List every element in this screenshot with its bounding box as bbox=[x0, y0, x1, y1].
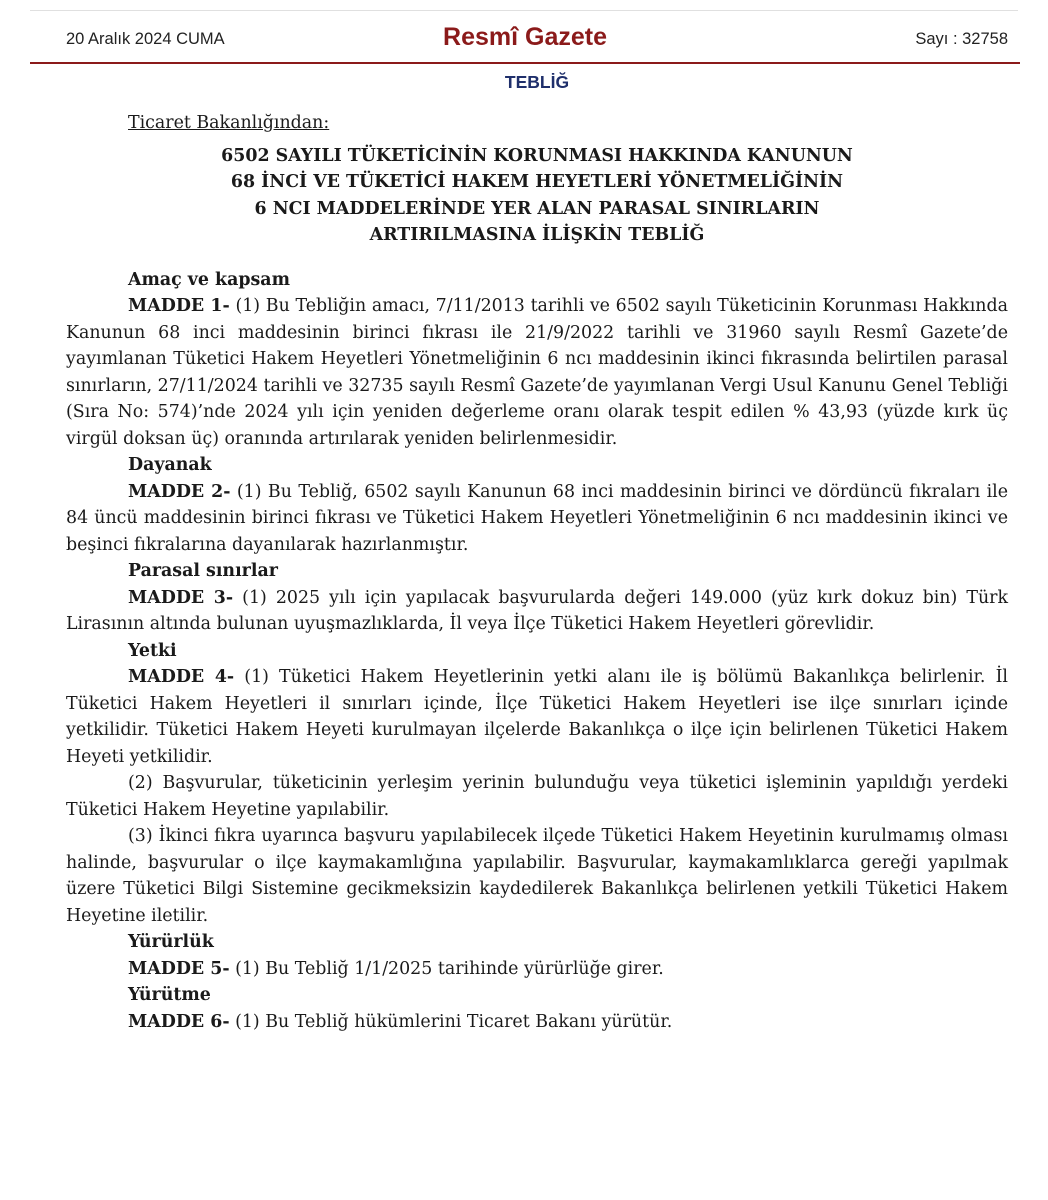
article-4-paragraph-2: (2) Başvurular, tüketicinin yerleşim yerinin bulunduğu veya tüketici işleminin yapıldığı yerdeki Tüketici Hakem Heyetine yapılabilir. bbox=[66, 773, 1008, 820]
article-1-heading: Amaç ve kapsam bbox=[128, 269, 290, 290]
article-6-paragraph-1 bbox=[66, 1009, 1008, 1036]
article-6-heading: Yürütme bbox=[128, 985, 211, 1005]
article-3-heading: Parasal sınırlar bbox=[128, 561, 278, 581]
article-6-text: (1) Bu Tebliğ hükümlerini Ticaret Bakanı yürütür. bbox=[235, 1011, 673, 1032]
article-4-text: (1) Tüketici Hakem Heyetlerinin yetki alanı ile iş bölümü Bakanlıkça belirlenir. İl Tüketici Hakem Heyetleri il sınırları içinde, İlçe Tüketici Hakem Heyetleri ise ilçe sınırları içinde yetkilidir. Tüketici Hakem Heyeti kurulmayan ilçelerde Bakanlıkça o ilçe için belirlenen Tüketici Hakem Heyeti yetkilidir. bbox=[66, 667, 1008, 767]
article-5-text: (1) Bu Tebliğ 1/1/2025 tarihinde yürürlüğe girer. bbox=[235, 958, 664, 979]
document-title-line: 68 İNCİ VE TÜKETİCİ HAKEM HEYETLERİ YÖNETMELİĞİNİN bbox=[230, 172, 844, 192]
issue-number: Sayı : 32758 bbox=[915, 30, 1008, 48]
article-4-label: MADDE 4- bbox=[128, 667, 235, 687]
article-2-label: MADDE 2- bbox=[128, 481, 231, 502]
document-title-line: 6 NCI MADDELERİNDE YER ALAN PARASAL SINIRLARIN bbox=[254, 198, 820, 219]
article-4-paragraph-1 bbox=[66, 664, 1008, 770]
gazette-title: Resmî Gazete bbox=[443, 23, 607, 51]
article-1-text: (1) Bu Tebliğin amacı, 7/11/2013 tarihli ve 6502 sayılı Tüketicinin Korunması Hakkında Kanunun 68 inci maddesinin birinci fıkrası ile 21/9/2022 tarihli ve 31960 sayılı Resmî Gazete’de yayımlanan Tüketici Hakem Heyetleri Yönetmeliğinin 6 ncı maddesinin ikinci fıkrasında belirtilen parasal sınırların, 27/11/2024 tarihli ve 32735 sayılı Resmî Gazete’de yayımlanan Vergi Usul Kanunu Genel Tebliği (Sıra No: 574)’nde 2024 yılı için yeniden değerleme oranı olarak tespit edilen % 43,93 (yüzde kırk üç virgül doksan üç) oranında artırılarak yeniden belirlenmesidir. bbox=[66, 296, 1008, 449]
article-3-label: MADDE 3- bbox=[128, 587, 234, 608]
article-6-label: MADDE 6- bbox=[128, 1011, 230, 1032]
article-1-label: MADDE 1- bbox=[128, 296, 230, 316]
article-3-paragraph-1 bbox=[66, 585, 1008, 638]
gazette-header bbox=[30, 22, 1020, 62]
article-1-paragraph-1 bbox=[66, 293, 1008, 452]
article-5-paragraph-1 bbox=[66, 956, 1008, 983]
article-3-text: (1) 2025 yılı için yapılacak başvurularda değeri 149.000 (yüz kırk dokuz bin) Türk Lirasının altında bulunan uyuşmazlıklarda, İl veya İlçe Tüketici Hakem Heyetleri görevlidir. bbox=[66, 587, 1008, 634]
header-divider bbox=[30, 62, 1020, 64]
article-4-heading: Yetki bbox=[128, 640, 177, 661]
document-title-line: 6502 SAYILI TÜKETİCİNİN KORUNMASI HAKKINDA KANUNUN bbox=[221, 145, 853, 166]
top-divider bbox=[30, 10, 1018, 11]
section-type: TEBLİĞ bbox=[504, 72, 570, 92]
article-4-paragraph-3: (3) İkinci fıkra uyarınca başvuru yapılabilecek ilçede Tüketici Hakem Heyetinin kurulmamış olması halinde, başvurular o ilçe kaymakamlığına yapılabilir. Başvurular, kaymakamlıklarca gereği yapılmak üzere Tüketici Bilgi Sistemine gecikmeksizin kaydedilerek Bakanlıkça belirlenen yetkili Tüketici Hakem Heyetine iletilir. bbox=[66, 826, 1008, 926]
document-title-line: ARTIRILMASINA İLİŞKİN TEBLİĞ bbox=[369, 225, 705, 245]
article-2-heading: Dayanak bbox=[128, 455, 212, 475]
document-body bbox=[66, 110, 1008, 1035]
document-title bbox=[66, 143, 1008, 249]
article-2-text: (1) Bu Tebliğ, 6502 sayılı Kanunun 68 inci maddesinin birinci ve dördüncü fıkraları ile 84 üncü maddesinin birinci fıkrası ve Tüketici Hakem Heyetleri Yönetmeliğinin 6 ncı maddesinin ikinci ve beşinci fıkralarına dayanılarak hazırlanmıştır. bbox=[66, 481, 1008, 555]
issue-date: 20 Aralık 2024 CUMA bbox=[66, 30, 225, 48]
issuing-authority: Ticaret Bakanlığından: bbox=[128, 113, 330, 133]
article-5-heading: Yürürlük bbox=[128, 932, 214, 952]
article-2-paragraph-1 bbox=[66, 479, 1008, 559]
article-5-label: MADDE 5- bbox=[128, 958, 230, 979]
